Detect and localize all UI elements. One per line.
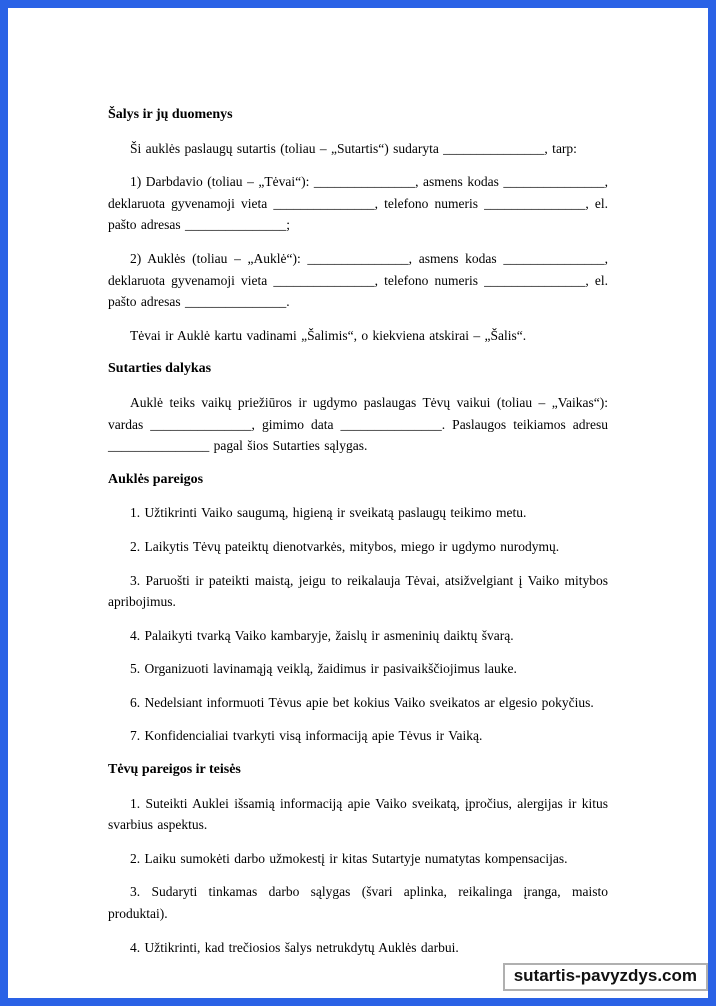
paragraph: 5. Organizuoti lavinamąją veiklą, žaidimus ir pasivaikščiojimus lauke.: [130, 661, 517, 677]
watermark-label: sutartis-pavyzdys.com: [513, 966, 697, 985]
paragraph: 6. Nedelsiant informuoti Tėvus apie bet kokius Vaiko sveikatos ar elgesio pokyčius.: [130, 694, 594, 710]
section-heading: Auklės pareigos: [108, 471, 204, 487]
paragraph: 1. Suteikti Auklei išsamią informaciją apie Vaiko sveikatą, įpročius, alergijas ir kitus svarbius aspektus.: [108, 795, 608, 833]
paragraph: 1. Užtikrinti Vaiko saugumą, higieną ir sveikatą paslaugų teikimo metu.: [130, 505, 527, 521]
paragraph: 3. Paruošti ir pateikti maistą, jeigu to reikalauja Tėvai, atsižvelgiant į Vaiko mitybos apribojimus.: [108, 572, 608, 610]
document-content: [8, 8, 708, 958]
section-heading: Tėvų pareigos ir teisės: [108, 762, 241, 778]
paragraph: 1) Darbdavio (toliau – „Tėvai“): _______________, asmens kodas _______________, deklaruota gyvenamoji vieta _______________, telefono numeris _______________, el. pašto adresas _______________;: [108, 174, 608, 233]
paragraph: Tėvai ir Auklė kartu vadinami „Šalimis“, o kiekviena atskirai – „Šalis“.: [130, 327, 527, 343]
paragraph: 2. Laikytis Tėvų pateiktų dienotvarkės, mitybos, miego ir ugdymo nurodymų.: [130, 538, 560, 554]
watermark-badge[interactable]: [503, 963, 708, 991]
document-page: [8, 8, 708, 998]
paragraph: 3. Sudaryti tinkamas darbo sąlygas (švari aplinka, reikalinga įranga, maisto produktai).: [108, 884, 608, 922]
paragraph: 2. Laiku sumokėti darbo užmokestį ir kitas Sutartyje numatytas kompensacijas.: [130, 850, 568, 866]
paragraph: 2) Auklės (toliau – „Auklė“): _______________, asmens kodas _______________, deklaruota gyvenamoji vieta _______________, telefono numeris _______________, el. pašto adresas _______________.: [108, 250, 608, 310]
section-heading: Šalys ir jų duomenys: [108, 107, 233, 122]
paragraph: 7. Konfidencialiai tvarkyti visą informaciją apie Tėvus ir Vaiką.: [130, 728, 483, 744]
paragraph: Auklė teiks vaikų priežiūros ir ugdymo paslaugas Tėvų vaikui (toliau – „Vaikas“): vardas _______________, gimimo data _______________. Paslaugos teikiamos adresu _______________ pagal šios Sutarties sąlygas.: [108, 394, 608, 454]
paragraph: 4. Palaikyti tvarką Vaiko kambaryje, žaislų ir asmeninių daiktų švarą.: [130, 627, 514, 643]
paragraph: 4. Užtikrinti, kad trečiosios šalys netrukdytų Auklės darbui.: [130, 939, 459, 955]
paragraph: Ši auklės paslaugų sutartis (toliau – „Sutartis“) sudaryta _______________, tarp:: [130, 140, 577, 156]
section-heading: Sutarties dalykas: [108, 361, 212, 377]
